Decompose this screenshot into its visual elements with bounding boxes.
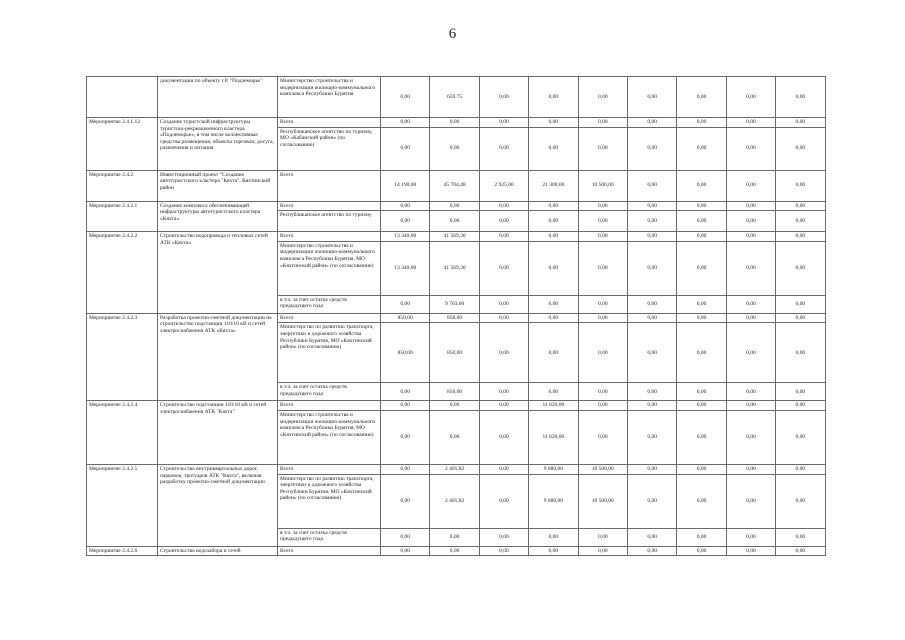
amount-cell: 0,00 [726, 201, 775, 211]
activity-name-cell: Создание туристской инфраструктуры туристско-рекреационного кластера «Подлеморье», в том числе коллективные средства размещения, объекты торговли, досуга, развлечения и питания [158, 118, 278, 171]
amount-cell: 0,00 [726, 170, 775, 201]
activity-code-cell: Мероприятие 2.4.2 [87, 170, 158, 201]
amount-cell: 0,00 [776, 313, 825, 323]
amount-cell: 0,00 [479, 546, 528, 556]
amount-cell: 41 569,30 [430, 241, 479, 295]
amount-cell: 0,00 [677, 201, 726, 211]
amount-cell: 0,00 [381, 211, 430, 232]
amount-cell: 0,00 [776, 118, 825, 128]
amount-cell: 14 190,00 [381, 170, 430, 201]
amount-cell: 0,00 [479, 241, 528, 295]
amount-cell: 0,00 [529, 323, 578, 383]
amount-cell: 0,00 [381, 546, 430, 556]
amount-cell: 0,00 [776, 528, 825, 546]
activity-name-cell: Строительство подстанции 110/10 кВ и сетей электроснабжения АТК "Кяхта" [158, 401, 278, 465]
funding-source-cell: Всего [278, 201, 381, 211]
amount-cell: 0,00 [430, 127, 479, 170]
activity-code-cell: Мероприятие 2.4.2.5 [87, 464, 158, 546]
amount-cell: 0,00 [381, 201, 430, 211]
activity-code-cell: Мероприятие 2.4.2.2 [87, 232, 158, 314]
amount-cell: 0,00 [776, 211, 825, 232]
amount-cell: 0,00 [627, 410, 676, 464]
activity-code-cell: Мероприятие 2.4.1.12 [87, 118, 158, 171]
amount-cell: 0,00 [529, 232, 578, 242]
table-row [87, 401, 826, 411]
amount-cell: 0,00 [677, 546, 726, 556]
amount-cell: 0,00 [627, 232, 676, 242]
amount-cell: 0,00 [726, 474, 775, 528]
amount-cell: 0,00 [529, 127, 578, 170]
amount-cell: 0,00 [627, 211, 676, 232]
amount-cell: 45 704,48 [430, 170, 479, 201]
amount-cell: 0,00 [726, 313, 775, 323]
amount-cell: 0,00 [776, 295, 825, 313]
amount-cell: 0,00 [726, 127, 775, 170]
amount-cell: 0,00 [627, 474, 676, 528]
amount-cell: 0,00 [627, 295, 676, 313]
activity-code-cell: Мероприятие 2.4.2.1 [87, 201, 158, 232]
amount-cell: 0,00 [677, 295, 726, 313]
amount-cell: 0,00 [381, 528, 430, 546]
amount-cell: 13 340,00 [381, 241, 430, 295]
funding-source-cell: Министерство строительства и модернизации жилищно-коммунального комплекса Республики Бурятия, МО «Кяхтинский район» (по согласованию) [278, 410, 381, 464]
amount-cell: 0,00 [627, 401, 676, 411]
amount-cell: 0,00 [627, 118, 676, 128]
amount-cell: 0,00 [381, 118, 430, 128]
amount-cell: 0,00 [726, 323, 775, 383]
table-row [87, 546, 826, 556]
amount-cell: 13 340,00 [381, 232, 430, 242]
amount-cell: 0,00 [627, 201, 676, 211]
table-row [87, 170, 826, 201]
amount-cell: 9 680,00 [529, 464, 578, 474]
funding-source-cell: Республиканское агентство по туризму, МО «Кабанский район» (по согласованию) [278, 127, 381, 170]
amount-cell: 11 620,00 [529, 401, 578, 411]
amount-cell: 0,00 [578, 295, 627, 313]
amount-cell: 0,00 [578, 410, 627, 464]
amount-cell: 0,00 [529, 313, 578, 323]
amount-cell: 0,00 [677, 313, 726, 323]
amount-cell: 9 703,00 [430, 295, 479, 313]
amount-cell: 0,00 [578, 118, 627, 128]
amount-cell: 0,00 [381, 410, 430, 464]
amount-cell: 0,00 [381, 295, 430, 313]
table-row [87, 232, 826, 242]
activity-code-cell: Мероприятие 2.4.2.6 [87, 546, 158, 556]
activity-code-cell: Мероприятие 2.4.2.4 [87, 401, 158, 465]
amount-cell: 0,00 [776, 474, 825, 528]
amount-cell: 0,00 [529, 528, 578, 546]
amount-cell: 0,00 [776, 170, 825, 201]
amount-cell: 0,00 [627, 313, 676, 323]
amount-cell: 0,00 [381, 474, 430, 528]
amount-cell: 0,00 [479, 118, 528, 128]
funding-source-cell: Министерство по развитию транспорта, энергетики и дорожного хозяйства Республики Бурятия, МО «Кяхтинский район» (по согласованию) [278, 474, 381, 528]
amount-cell: 0,00 [479, 464, 528, 474]
table-body [87, 77, 826, 556]
amount-cell: 0,00 [529, 546, 578, 556]
amount-cell: 0,00 [479, 127, 528, 170]
amount-cell: 0,00 [677, 323, 726, 383]
funding-source-cell: Всего [278, 170, 381, 201]
amount-cell: 0,00 [726, 528, 775, 546]
funding-source-cell: Всего [278, 118, 381, 128]
amount-cell: 0,00 [479, 474, 528, 528]
activity-name-cell: Строительство водозабора и сетей [158, 546, 278, 556]
activity-name-cell: Разработка проектно-сметной документации на строительство подстанции 110/10 кВ и сетей электроснабжения АТК «Кяхта» [158, 313, 278, 401]
amount-cell: 41 569,30 [430, 232, 479, 242]
amount-cell: 0,00 [677, 118, 726, 128]
table-row [87, 118, 826, 128]
page-number: 6 [448, 26, 457, 42]
amount-cell: 0,00 [776, 127, 825, 170]
amount-cell: 0,00 [381, 127, 430, 170]
amount-cell: 0,00 [776, 546, 825, 556]
amount-cell: 0,00 [776, 383, 825, 401]
activity-code-cell: Мероприятие 2.4.2.3 [87, 313, 158, 401]
amount-cell: 0,00 [578, 127, 627, 170]
amount-cell: 9 680,00 [529, 474, 578, 528]
amount-cell: 850,00 [430, 323, 479, 383]
amount-cell: 0,00 [776, 401, 825, 411]
activity-name-cell: документации по объекту г.Р. "Подлеморье" [158, 77, 278, 118]
activity-name-cell: Строительство внутриквартальных дорог, парковок, тротуаров АТК "Кяхта", включая разработку проектно-сметной документации [158, 464, 278, 546]
amount-cell: 0,00 [479, 295, 528, 313]
funding-source-cell: в т.ч. за счет остатка средств предыдущего года [278, 295, 381, 313]
amount-cell: 0,00 [529, 241, 578, 295]
amount-cell: 0,00 [430, 410, 479, 464]
amount-cell: 0,00 [776, 464, 825, 474]
amount-cell: 0,00 [776, 77, 825, 118]
amount-cell: 11 620,00 [529, 410, 578, 464]
amount-cell: 0,00 [430, 528, 479, 546]
funding-source-cell: Министерство строительства и модернизации жилищно-коммунального комплекса Республики Бурятия, МО «Кяхтинский район» (по согласованию) [278, 241, 381, 295]
amount-cell: 0,00 [776, 201, 825, 211]
amount-cell: 0,00 [578, 201, 627, 211]
amount-cell: 0,00 [726, 241, 775, 295]
funding-source-cell: Республиканское агентство по туризму [278, 211, 381, 232]
amount-cell: 0,00 [381, 383, 430, 401]
amount-cell: 0,00 [677, 127, 726, 170]
amount-cell: 850,00 [430, 383, 479, 401]
activity-name-cell: Создание комплекса обеспечивающей инфраструктуры автотуристского кластера «Кяхта» [158, 201, 278, 232]
amount-cell: 0,00 [677, 528, 726, 546]
amount-cell: 0,00 [677, 211, 726, 232]
funding-source-cell: Всего [278, 313, 381, 323]
amount-cell: 850,00 [381, 313, 430, 323]
amount-cell: 0,00 [578, 528, 627, 546]
amount-cell: 0,00 [381, 77, 430, 118]
amount-cell: 0,00 [578, 401, 627, 411]
amount-cell: 0,00 [627, 241, 676, 295]
amount-cell: 0,00 [726, 410, 775, 464]
amount-cell: 0,00 [578, 323, 627, 383]
amount-cell: 0,00 [677, 383, 726, 401]
funding-source-cell: Министерство по развитию транспорта, энергетики и дорожного хозяйства Республики Бурятия, МО «Кяхтинский район» (по согласованию) [278, 323, 381, 383]
amount-cell: 850,00 [430, 313, 479, 323]
amount-cell: 0,00 [430, 201, 479, 211]
amount-cell: 2 925,00 [479, 170, 528, 201]
amount-cell: 0,00 [677, 464, 726, 474]
amount-cell: 0,00 [726, 383, 775, 401]
amount-cell: 21 300,00 [529, 170, 578, 201]
amount-cell: 0,00 [479, 77, 528, 118]
funding-source-cell: в т.ч. за счет остатка средств предыдущего года [278, 383, 381, 401]
amount-cell: 659,75 [430, 77, 479, 118]
amount-cell: 0,00 [776, 241, 825, 295]
funding-source-cell: Всего [278, 401, 381, 411]
amount-cell: 0,00 [627, 323, 676, 383]
amount-cell: 0,00 [627, 528, 676, 546]
amount-cell: 0,00 [776, 323, 825, 383]
funding-source-cell: Министерство строительства и модернизации жилищно-коммунального комплекса Республики Бурятия [278, 77, 381, 118]
amount-cell: 0,00 [776, 232, 825, 242]
amount-cell: 0,00 [529, 77, 578, 118]
amount-cell: 0,00 [726, 211, 775, 232]
amount-cell: 0,00 [529, 201, 578, 211]
amount-cell: 0,00 [677, 474, 726, 528]
amount-cell: 0,00 [529, 211, 578, 232]
amount-cell: 0,00 [677, 401, 726, 411]
budget-table [86, 76, 826, 556]
funding-source-cell: Всего [278, 232, 381, 242]
amount-cell: 0,00 [627, 546, 676, 556]
amount-cell: 10 500,00 [578, 474, 627, 528]
table-row [87, 77, 826, 118]
amount-cell: 0,00 [430, 118, 479, 128]
amount-cell: 0,00 [479, 313, 528, 323]
amount-cell: 0,00 [479, 528, 528, 546]
activity-code-cell [87, 77, 158, 118]
amount-cell: 0,00 [726, 546, 775, 556]
amount-cell: 0,00 [627, 464, 676, 474]
amount-cell: 0,00 [677, 241, 726, 295]
amount-cell: 0,00 [479, 211, 528, 232]
activity-name-cell: Строительство водопровода и тепловых сетей АТК «Кяхта» [158, 232, 278, 314]
amount-cell: 0,00 [578, 77, 627, 118]
amount-cell: 0,00 [430, 211, 479, 232]
amount-cell: 0,00 [726, 401, 775, 411]
amount-cell: 0,00 [677, 77, 726, 118]
amount-cell: 0,00 [578, 211, 627, 232]
amount-cell: 0,00 [726, 77, 775, 118]
amount-cell: 850,00 [381, 323, 430, 383]
amount-cell: 0,00 [726, 295, 775, 313]
amount-cell: 0,00 [529, 118, 578, 128]
amount-cell: 0,00 [677, 232, 726, 242]
funding-source-cell: Всего [278, 464, 381, 474]
amount-cell: 10 500,00 [578, 464, 627, 474]
amount-cell: 0,00 [479, 201, 528, 211]
amount-cell: 0,00 [578, 232, 627, 242]
amount-cell: 0,00 [627, 383, 676, 401]
funding-source-cell: Всего [278, 546, 381, 556]
amount-cell: 0,00 [430, 546, 479, 556]
amount-cell: 0,00 [578, 546, 627, 556]
amount-cell: 0,00 [479, 410, 528, 464]
amount-cell: 0,00 [726, 232, 775, 242]
amount-cell: 0,00 [726, 464, 775, 474]
activity-name-cell: Инвестиционный проект "Создание автотуристского кластера "Кяхта", Кяхтинский район [158, 170, 278, 201]
amount-cell: 0,00 [529, 295, 578, 313]
amount-cell: 0,00 [430, 401, 479, 411]
amount-cell: 0,00 [479, 401, 528, 411]
amount-cell: 2 405,82 [430, 464, 479, 474]
amount-cell: 0,00 [578, 241, 627, 295]
amount-cell: 0,00 [479, 383, 528, 401]
amount-cell: 0,00 [529, 383, 578, 401]
amount-cell: 0,00 [578, 313, 627, 323]
amount-cell: 0,00 [627, 77, 676, 118]
funding-source-cell: в т.ч. за счет остатка средств предыдущего года [278, 528, 381, 546]
amount-cell: 0,00 [627, 127, 676, 170]
amount-cell: 0,00 [479, 323, 528, 383]
table-row [87, 313, 826, 323]
amount-cell: 0,00 [677, 170, 726, 201]
table-row [87, 464, 826, 474]
amount-cell: 0,00 [776, 410, 825, 464]
amount-cell: 0,00 [677, 410, 726, 464]
amount-cell: 0,00 [627, 170, 676, 201]
amount-cell: 10 500,00 [578, 170, 627, 201]
amount-cell: 0,00 [726, 118, 775, 128]
amount-cell: 0,00 [578, 383, 627, 401]
table-row [87, 201, 826, 211]
amount-cell: 0,00 [381, 464, 430, 474]
amount-cell: 0,00 [381, 401, 430, 411]
amount-cell: 2 405,82 [430, 474, 479, 528]
amount-cell: 0,00 [479, 232, 528, 242]
